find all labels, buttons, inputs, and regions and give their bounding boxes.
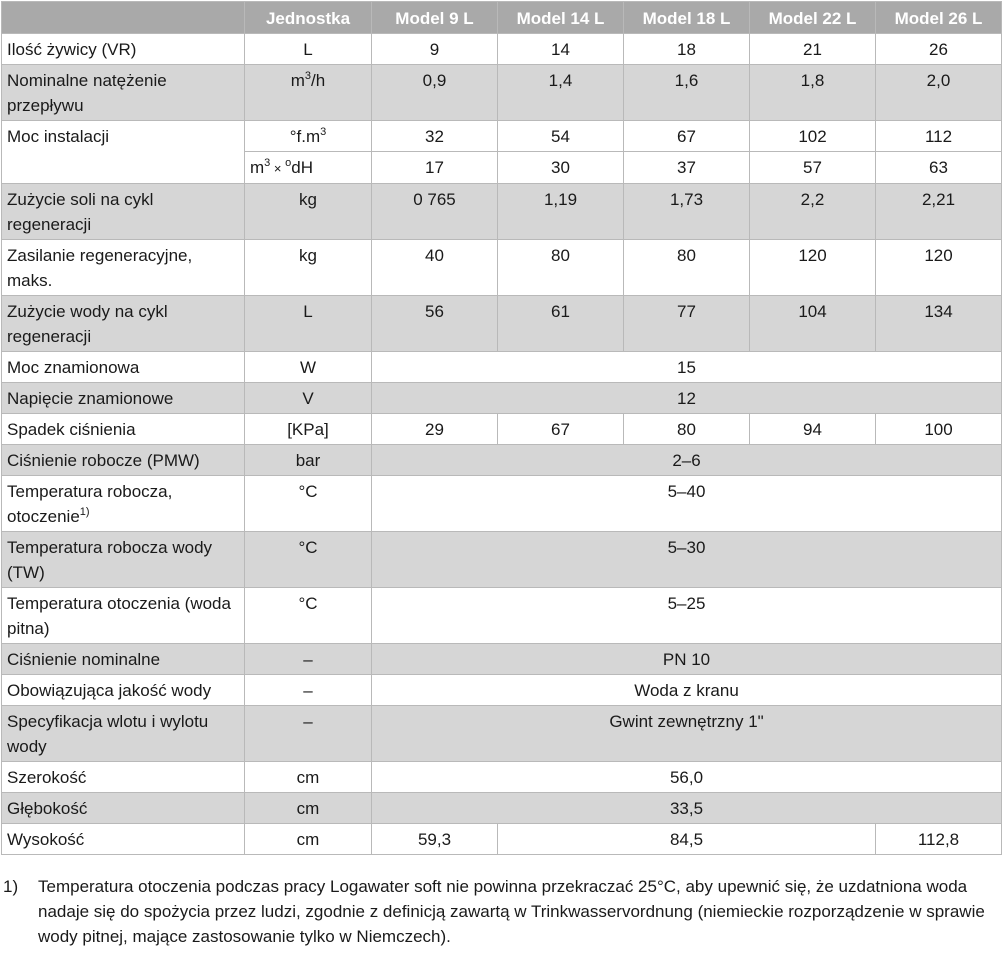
header-unit: Jednostka [245,2,372,34]
table-row [2,296,1002,352]
row-unit: L [245,296,372,352]
cell-value: 33,5 [372,793,1002,824]
cell-value: 29 [372,414,498,445]
row-unit: W [245,352,372,383]
row-label: Nominalne natężenie przepływu [2,65,245,121]
cell-value: 30 [498,152,624,184]
cell-value: 120 [876,240,1002,296]
row-label: Zużycie wody na cykl regeneracji [2,296,245,352]
row-label: Specyfikacja wlotu i wylotu wody [2,706,245,762]
cell-value: 104 [750,296,876,352]
row-unit: – [245,675,372,706]
header-model-22: Model 22 L [750,2,876,34]
row-label: Temperatura robocza, otoczenie$^{1)}$ [2,476,245,532]
header-row [2,2,1002,34]
table-row [2,532,1002,588]
header-model-18: Model 18 L [624,2,750,34]
row-unit: $m^3/h$ [245,65,372,121]
row-unit: °C [245,588,372,644]
table-row [2,383,1002,414]
cell-value: 67 [498,414,624,445]
row-label: Obowiązująca jakość wody [2,675,245,706]
cell-value: 32 [372,121,498,152]
row-unit: L [245,34,372,65]
table-row [2,706,1002,762]
table-row [2,352,1002,383]
row-unit: – [245,644,372,675]
cell-value: 61 [498,296,624,352]
row-label: Moc znamionowa [2,352,245,383]
table-row [2,644,1002,675]
cell-value: 56,0 [372,762,1002,793]
row-label: Ciśnienie nominalne [2,644,245,675]
cell-value: 1,73 [624,184,750,240]
cell-value: 1,4 [498,65,624,121]
cell-value: 14 [498,34,624,65]
row-unit: V [245,383,372,414]
row-unit: $m^3 \times ^odH$ [245,152,372,184]
table-row [2,34,1002,65]
row-label: Głębokość [2,793,245,824]
cell-value: 1,8 [750,65,876,121]
footnote-text: Temperatura otoczenia podczas pracy Logawater soft nie powinna przekraczać 25°C, aby upewnić się, że uzdatniona woda nadaje się do spożycia przez ludzi, zgodnie z definicją zawartą w Trinkwasservordnung (niemieckie rozporządzenie w sprawie wody pitnej, mające zastosowanie tylko w Niemczech). [38,877,985,946]
cell-value: 37 [624,152,750,184]
row-unit: cm [245,793,372,824]
cell-value: 100 [876,414,1002,445]
cell-value: PN 10 [372,644,1002,675]
cell-value: 15 [372,352,1002,383]
row-unit: – [245,706,372,762]
footnote-ref: 1) [79,506,90,518]
cell-value: 5–25 [372,588,1002,644]
table-row [2,793,1002,824]
cell-value: 1,19 [498,184,624,240]
table-row [2,675,1002,706]
row-label: Spadek ciśnienia [2,414,245,445]
row-label: Ciśnienie robocze (PMW) [2,445,245,476]
cell-value: 112,8 [876,824,1002,855]
cell-value: 120 [750,240,876,296]
row-label: Szerokość [2,762,245,793]
cell-value: 21 [750,34,876,65]
table-row [2,476,1002,532]
cell-value: 67 [624,121,750,152]
cell-value: 5–40 [372,476,1002,532]
spec-table [1,1,1002,855]
row-label: Napięcie znamionowe [2,383,245,414]
row-label: Temperatura robocza wody (TW) [2,532,245,588]
header-empty [2,2,245,34]
cell-value: 2,21 [876,184,1002,240]
cell-value: 59,3 [372,824,498,855]
table-row [2,445,1002,476]
cell-value: 80 [624,240,750,296]
cell-value: 5–30 [372,532,1002,588]
cell-value: 56 [372,296,498,352]
cell-value: 40 [372,240,498,296]
row-unit: °C [245,476,372,532]
cell-value: 112 [876,121,1002,152]
footnote [3,874,999,949]
cell-value: 18 [624,34,750,65]
row-unit: cm [245,824,372,855]
table-row [2,240,1002,296]
cell-value: 2–6 [372,445,1002,476]
table-row [2,184,1002,240]
cell-value: 1,6 [624,65,750,121]
row-label: Wysokość [2,824,245,855]
cell-value: 94 [750,414,876,445]
cell-value: 2,0 [876,65,1002,121]
cell-value: 54 [498,121,624,152]
table-row [2,121,1002,152]
row-unit: °C [245,532,372,588]
cell-value: 102 [750,121,876,152]
row-unit: cm [245,762,372,793]
cell-value: Woda z kranu [372,675,1002,706]
row-unit: [KPa] [245,414,372,445]
header-model-9: Model 9 L [372,2,498,34]
cell-value: 134 [876,296,1002,352]
row-unit: bar [245,445,372,476]
row-label: Moc instalacji [2,121,245,184]
row-label: Zużycie soli na cykl regeneracji [2,184,245,240]
header-model-14: Model 14 L [498,2,624,34]
cell-value: 80 [498,240,624,296]
table-row [2,824,1002,855]
cell-value: 57 [750,152,876,184]
row-unit: $^\circ f.m^3$ [245,121,372,152]
row-label: Ilość żywicy (VR) [2,34,245,65]
cell-value: 2,2 [750,184,876,240]
cell-value: 80 [624,414,750,445]
cell-value: 12 [372,383,1002,414]
cell-value: 26 [876,34,1002,65]
table-row [2,588,1002,644]
cell-value: 84,5 [498,824,876,855]
cell-value: 0,9 [372,65,498,121]
row-unit: kg [245,240,372,296]
cell-value: 9 [372,34,498,65]
header-model-26: Model 26 L [876,2,1002,34]
cell-value: Gwint zewnętrzny 1" [372,706,1002,762]
cell-value: 63 [876,152,1002,184]
cell-value: 17 [372,152,498,184]
cell-value: 77 [624,296,750,352]
cell-value: 0 765 [372,184,498,240]
table-row [2,762,1002,793]
table-row [2,414,1002,445]
row-label: Zasilanie regeneracyjne, maks. [2,240,245,296]
footnote-number: 1) [3,877,19,896]
row-unit: kg [245,184,372,240]
row-label: Temperatura otoczenia (woda pitna) [2,588,245,644]
table-row [2,65,1002,121]
